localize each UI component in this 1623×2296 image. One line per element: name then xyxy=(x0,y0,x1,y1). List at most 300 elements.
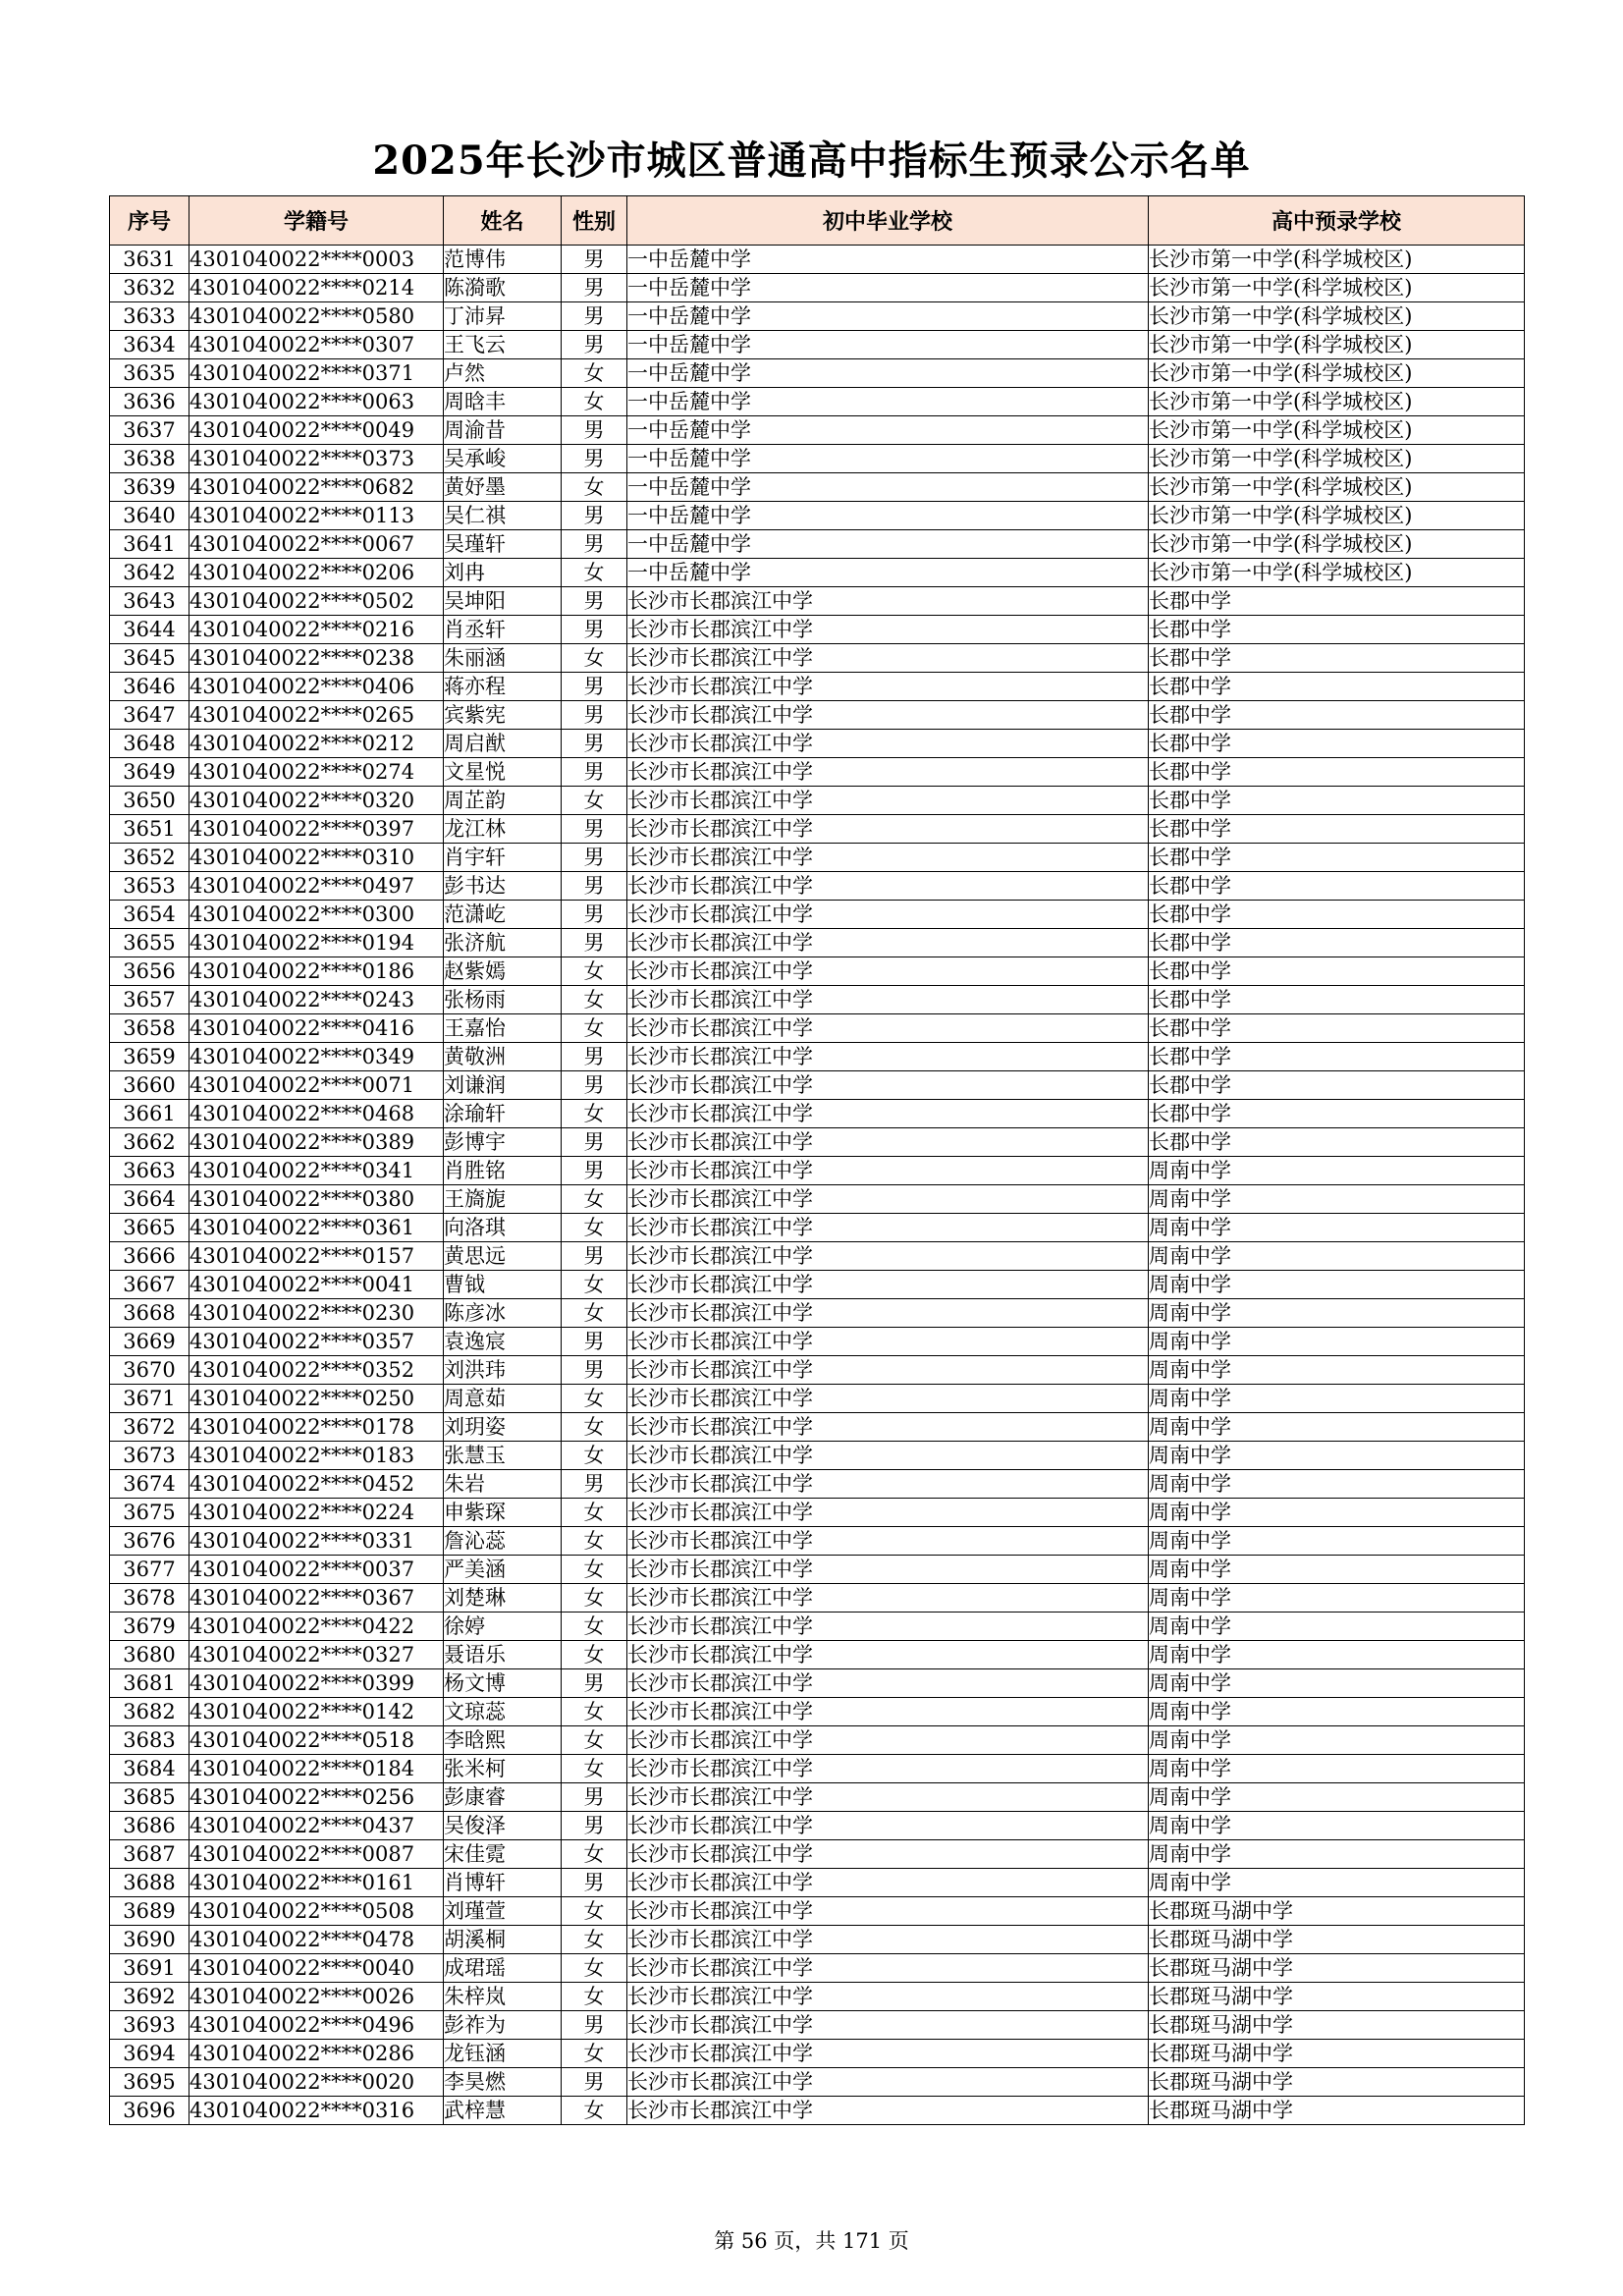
cell-high-school: 周南中学 xyxy=(1149,1385,1525,1413)
cell-middle-school: 长沙市长郡滨江中学 xyxy=(627,587,1149,616)
cell-seq: 3661 xyxy=(110,1100,189,1128)
cell-seq: 3669 xyxy=(110,1328,189,1356)
cell-gender: 男 xyxy=(562,445,627,473)
cell-middle-school: 长沙市长郡滨江中学 xyxy=(627,1840,1149,1869)
cell-name: 李晗熙 xyxy=(444,1726,562,1755)
cell-gender: 女 xyxy=(562,1954,627,1983)
cell-middle-school: 一中岳麓中学 xyxy=(627,246,1149,274)
cell-middle-school: 长沙市长郡滨江中学 xyxy=(627,1669,1149,1698)
cell-high-school: 长郡中学 xyxy=(1149,844,1525,872)
cell-name: 赵紫嫣 xyxy=(444,957,562,986)
cell-name: 徐婷 xyxy=(444,1613,562,1641)
page-footer: 第 56 页，共 171 页 xyxy=(714,2229,909,2253)
cell-student-id: 4301040022****0250 xyxy=(189,1385,444,1413)
cell-gender: 男 xyxy=(562,246,627,274)
cell-high-school: 周南中学 xyxy=(1149,1869,1525,1897)
cell-gender: 男 xyxy=(562,416,627,445)
cell-middle-school: 长沙市长郡滨江中学 xyxy=(627,1641,1149,1669)
cell-high-school: 长郡中学 xyxy=(1149,1100,1525,1128)
cell-seq: 3651 xyxy=(110,815,189,844)
cell-gender: 女 xyxy=(562,1385,627,1413)
cell-middle-school: 长沙市长郡滨江中学 xyxy=(627,1499,1149,1527)
cell-seq: 3642 xyxy=(110,559,189,587)
cell-gender: 男 xyxy=(562,701,627,730)
cell-name: 王旖旎 xyxy=(444,1185,562,1214)
admission-table xyxy=(109,195,1525,2125)
cell-high-school: 长郡中学 xyxy=(1149,730,1525,758)
cell-student-id: 4301040022****0452 xyxy=(189,1470,444,1499)
cell-high-school: 长沙市第一中学(科学城校区) xyxy=(1149,416,1525,445)
table-row xyxy=(110,2097,1525,2125)
cell-high-school: 长郡中学 xyxy=(1149,701,1525,730)
cell-student-id: 4301040022****0416 xyxy=(189,1014,444,1043)
table-row xyxy=(110,1328,1525,1356)
cell-student-id: 4301040022****0682 xyxy=(189,473,444,502)
cell-name: 朱岩 xyxy=(444,1470,562,1499)
cell-student-id: 4301040022****0357 xyxy=(189,1328,444,1356)
cell-gender: 女 xyxy=(562,1983,627,2011)
cell-gender: 男 xyxy=(562,844,627,872)
cell-high-school: 周南中学 xyxy=(1149,1527,1525,1556)
cell-name: 申紫琛 xyxy=(444,1499,562,1527)
cell-student-id: 4301040022****0186 xyxy=(189,957,444,986)
cell-student-id: 4301040022****0049 xyxy=(189,416,444,445)
table-row xyxy=(110,1185,1525,1214)
cell-middle-school: 长沙市长郡滨江中学 xyxy=(627,787,1149,815)
cell-name: 范博伟 xyxy=(444,246,562,274)
cell-name: 陈彦冰 xyxy=(444,1299,562,1328)
cell-seq: 3659 xyxy=(110,1043,189,1071)
cell-name: 朱丽涵 xyxy=(444,644,562,673)
table-row xyxy=(110,1698,1525,1726)
cell-student-id: 4301040022****0183 xyxy=(189,1442,444,1470)
cell-middle-school: 一中岳麓中学 xyxy=(627,359,1149,388)
cell-name: 周芷韵 xyxy=(444,787,562,815)
cell-middle-school: 长沙市长郡滨江中学 xyxy=(627,1584,1149,1613)
table-row xyxy=(110,1954,1525,1983)
cell-name: 吴俊泽 xyxy=(444,1812,562,1840)
cell-seq: 3680 xyxy=(110,1641,189,1669)
cell-student-id: 4301040022****0497 xyxy=(189,872,444,901)
cell-student-id: 4301040022****0040 xyxy=(189,1954,444,1983)
cell-high-school: 长郡中学 xyxy=(1149,644,1525,673)
cell-seq: 3676 xyxy=(110,1527,189,1556)
cell-name: 刘玥姿 xyxy=(444,1413,562,1442)
table-row xyxy=(110,2040,1525,2068)
cell-name: 周渝昔 xyxy=(444,416,562,445)
cell-gender: 男 xyxy=(562,1328,627,1356)
table-row xyxy=(110,274,1525,302)
table-row xyxy=(110,1983,1525,2011)
cell-high-school: 长郡斑马湖中学 xyxy=(1149,2097,1525,2125)
cell-seq: 3631 xyxy=(110,246,189,274)
table-row xyxy=(110,1669,1525,1698)
cell-high-school: 长沙市第一中学(科学城校区) xyxy=(1149,473,1525,502)
cell-gender: 女 xyxy=(562,473,627,502)
cell-middle-school: 长沙市长郡滨江中学 xyxy=(627,1271,1149,1299)
table-row xyxy=(110,1869,1525,1897)
cell-gender: 男 xyxy=(562,1869,627,1897)
cell-middle-school: 长沙市长郡滨江中学 xyxy=(627,1128,1149,1157)
cell-high-school: 周南中学 xyxy=(1149,1356,1525,1385)
cell-middle-school: 长沙市长郡滨江中学 xyxy=(627,1299,1149,1328)
cell-high-school: 长沙市第一中学(科学城校区) xyxy=(1149,559,1525,587)
cell-student-id: 4301040022****0206 xyxy=(189,559,444,587)
cell-seq: 3666 xyxy=(110,1242,189,1271)
cell-seq: 3670 xyxy=(110,1356,189,1385)
cell-high-school: 长郡中学 xyxy=(1149,929,1525,957)
cell-name: 彭祚为 xyxy=(444,2011,562,2040)
cell-middle-school: 长沙市长郡滨江中学 xyxy=(627,1157,1149,1185)
cell-student-id: 4301040022****0214 xyxy=(189,274,444,302)
cell-name: 周启猷 xyxy=(444,730,562,758)
cell-seq: 3672 xyxy=(110,1413,189,1442)
cell-gender: 男 xyxy=(562,1128,627,1157)
cell-gender: 女 xyxy=(562,1527,627,1556)
cell-name: 朱梓岚 xyxy=(444,1983,562,2011)
cell-student-id: 4301040022****0373 xyxy=(189,445,444,473)
table-row xyxy=(110,1726,1525,1755)
cell-seq: 3641 xyxy=(110,530,189,559)
cell-seq: 3682 xyxy=(110,1698,189,1726)
cell-middle-school: 长沙市长郡滨江中学 xyxy=(627,1470,1149,1499)
cell-gender: 女 xyxy=(562,1185,627,1214)
cell-high-school: 长郡中学 xyxy=(1149,1014,1525,1043)
cell-seq: 3667 xyxy=(110,1271,189,1299)
cell-gender: 女 xyxy=(562,388,627,416)
cell-gender: 男 xyxy=(562,1669,627,1698)
cell-gender: 男 xyxy=(562,587,627,616)
cell-student-id: 4301040022****0310 xyxy=(189,844,444,872)
cell-middle-school: 长沙市长郡滨江中学 xyxy=(627,2097,1149,2125)
cell-middle-school: 长沙市长郡滨江中学 xyxy=(627,901,1149,929)
table-row xyxy=(110,587,1525,616)
cell-seq: 3662 xyxy=(110,1128,189,1157)
cell-high-school: 长沙市第一中学(科学城校区) xyxy=(1149,530,1525,559)
cell-high-school: 周南中学 xyxy=(1149,1613,1525,1641)
cell-name: 肖博轩 xyxy=(444,1869,562,1897)
cell-middle-school: 长沙市长郡滨江中学 xyxy=(627,1356,1149,1385)
cell-gender: 女 xyxy=(562,359,627,388)
cell-seq: 3691 xyxy=(110,1954,189,1983)
cell-name: 陈漪歌 xyxy=(444,274,562,302)
cell-gender: 男 xyxy=(562,1470,627,1499)
cell-seq: 3633 xyxy=(110,302,189,331)
cell-gender: 男 xyxy=(562,758,627,787)
cell-high-school: 长郡斑马湖中学 xyxy=(1149,2068,1525,2097)
cell-high-school: 长郡中学 xyxy=(1149,815,1525,844)
cell-seq: 3638 xyxy=(110,445,189,473)
cell-gender: 女 xyxy=(562,1726,627,1755)
table-row xyxy=(110,901,1525,929)
cell-middle-school: 长沙市长郡滨江中学 xyxy=(627,1954,1149,1983)
table-row xyxy=(110,1613,1525,1641)
cell-high-school: 长郡中学 xyxy=(1149,901,1525,929)
cell-gender: 男 xyxy=(562,872,627,901)
cell-middle-school: 长沙市长郡滨江中学 xyxy=(627,1014,1149,1043)
cell-student-id: 4301040022****0265 xyxy=(189,701,444,730)
cell-student-id: 4301040022****0113 xyxy=(189,502,444,530)
table-row xyxy=(110,1214,1525,1242)
cell-seq: 3643 xyxy=(110,587,189,616)
cell-gender: 男 xyxy=(562,502,627,530)
cell-name: 聂语乐 xyxy=(444,1641,562,1669)
cell-student-id: 4301040022****0399 xyxy=(189,1669,444,1698)
cell-middle-school: 长沙市长郡滨江中学 xyxy=(627,1812,1149,1840)
cell-middle-school: 长沙市长郡滨江中学 xyxy=(627,644,1149,673)
cell-high-school: 长郡斑马湖中学 xyxy=(1149,1983,1525,2011)
cell-middle-school: 长沙市长郡滨江中学 xyxy=(627,1869,1149,1897)
table-row xyxy=(110,1556,1525,1584)
cell-student-id: 4301040022****0243 xyxy=(189,986,444,1014)
cell-gender: 男 xyxy=(562,901,627,929)
cell-high-school: 长郡斑马湖中学 xyxy=(1149,1954,1525,1983)
cell-middle-school: 长沙市长郡滨江中学 xyxy=(627,1556,1149,1584)
cell-seq: 3656 xyxy=(110,957,189,986)
cell-gender: 女 xyxy=(562,1271,627,1299)
cell-student-id: 4301040022****0371 xyxy=(189,359,444,388)
table-row xyxy=(110,701,1525,730)
cell-gender: 女 xyxy=(562,1100,627,1128)
table-row xyxy=(110,1755,1525,1783)
cell-middle-school: 长沙市长郡滨江中学 xyxy=(627,1926,1149,1954)
cell-high-school: 周南中学 xyxy=(1149,1157,1525,1185)
cell-name: 王飞云 xyxy=(444,331,562,359)
cell-high-school: 周南中学 xyxy=(1149,1442,1525,1470)
cell-student-id: 4301040022****0224 xyxy=(189,1499,444,1527)
cell-high-school: 周南中学 xyxy=(1149,1499,1525,1527)
cell-name: 吴仁祺 xyxy=(444,502,562,530)
cell-middle-school: 长沙市长郡滨江中学 xyxy=(627,1983,1149,2011)
cell-name: 王嘉怡 xyxy=(444,1014,562,1043)
cell-student-id: 4301040022****0361 xyxy=(189,1214,444,1242)
table-row xyxy=(110,1926,1525,1954)
table-row xyxy=(110,1356,1525,1385)
cell-seq: 3695 xyxy=(110,2068,189,2097)
cell-gender: 男 xyxy=(562,331,627,359)
cell-high-school: 长沙市第一中学(科学城校区) xyxy=(1149,302,1525,331)
header-seq: 序号 xyxy=(110,196,189,246)
table-row xyxy=(110,1812,1525,1840)
cell-middle-school: 长沙市长郡滨江中学 xyxy=(627,1242,1149,1271)
cell-high-school: 周南中学 xyxy=(1149,1271,1525,1299)
table-row xyxy=(110,1584,1525,1613)
cell-high-school: 长沙市第一中学(科学城校区) xyxy=(1149,502,1525,530)
cell-high-school: 周南中学 xyxy=(1149,1812,1525,1840)
header-gender: 性别 xyxy=(562,196,627,246)
cell-high-school: 长郡中学 xyxy=(1149,872,1525,901)
cell-high-school: 周南中学 xyxy=(1149,1755,1525,1783)
cell-name: 龙江林 xyxy=(444,815,562,844)
cell-student-id: 4301040022****0157 xyxy=(189,1242,444,1271)
cell-student-id: 4301040022****0238 xyxy=(189,644,444,673)
cell-name: 向洛琪 xyxy=(444,1214,562,1242)
cell-high-school: 长郡中学 xyxy=(1149,673,1525,701)
cell-middle-school: 长沙市长郡滨江中学 xyxy=(627,1783,1149,1812)
cell-middle-school: 长沙市长郡滨江中学 xyxy=(627,1755,1149,1783)
cell-seq: 3685 xyxy=(110,1783,189,1812)
cell-middle-school: 长沙市长郡滨江中学 xyxy=(627,1385,1149,1413)
cell-student-id: 4301040022****0161 xyxy=(189,1869,444,1897)
cell-high-school: 周南中学 xyxy=(1149,1328,1525,1356)
cell-name: 张慧玉 xyxy=(444,1442,562,1470)
cell-student-id: 4301040022****0437 xyxy=(189,1812,444,1840)
cell-student-id: 4301040022****0020 xyxy=(189,2068,444,2097)
cell-name: 张济航 xyxy=(444,929,562,957)
table-row xyxy=(110,1385,1525,1413)
table-row xyxy=(110,986,1525,1014)
cell-student-id: 4301040022****0422 xyxy=(189,1613,444,1641)
cell-middle-school: 长沙市长郡滨江中学 xyxy=(627,1043,1149,1071)
cell-seq: 3679 xyxy=(110,1613,189,1641)
cell-seq: 3647 xyxy=(110,701,189,730)
cell-gender: 男 xyxy=(562,1812,627,1840)
cell-gender: 女 xyxy=(562,1214,627,1242)
table-row xyxy=(110,302,1525,331)
cell-gender: 男 xyxy=(562,616,627,644)
table-row xyxy=(110,844,1525,872)
cell-seq: 3692 xyxy=(110,1983,189,2011)
cell-high-school: 周南中学 xyxy=(1149,1584,1525,1613)
cell-name: 刘楚琳 xyxy=(444,1584,562,1613)
cell-middle-school: 一中岳麓中学 xyxy=(627,274,1149,302)
cell-student-id: 4301040022****0320 xyxy=(189,787,444,815)
cell-seq: 3634 xyxy=(110,331,189,359)
table-row xyxy=(110,2011,1525,2040)
cell-name: 黄妤墨 xyxy=(444,473,562,502)
table-row xyxy=(110,616,1525,644)
cell-gender: 女 xyxy=(562,787,627,815)
cell-high-school: 长郡中学 xyxy=(1149,1043,1525,1071)
cell-high-school: 长郡斑马湖中学 xyxy=(1149,1926,1525,1954)
cell-name: 宾紫宪 xyxy=(444,701,562,730)
cell-seq: 3644 xyxy=(110,616,189,644)
cell-high-school: 周南中学 xyxy=(1149,1840,1525,1869)
table-header-row xyxy=(110,196,1525,246)
cell-high-school: 长郡斑马湖中学 xyxy=(1149,2040,1525,2068)
header-middle-school: 初中毕业学校 xyxy=(627,196,1149,246)
cell-gender: 女 xyxy=(562,1584,627,1613)
cell-student-id: 4301040022****0286 xyxy=(189,2040,444,2068)
cell-middle-school: 长沙市长郡滨江中学 xyxy=(627,929,1149,957)
cell-middle-school: 长沙市长郡滨江中学 xyxy=(627,957,1149,986)
cell-student-id: 4301040022****0389 xyxy=(189,1128,444,1157)
cell-name: 张米柯 xyxy=(444,1755,562,1783)
cell-student-id: 4301040022****0178 xyxy=(189,1413,444,1442)
cell-name: 杨文博 xyxy=(444,1669,562,1698)
cell-student-id: 4301040022****0380 xyxy=(189,1185,444,1214)
cell-seq: 3681 xyxy=(110,1669,189,1698)
cell-name: 曹钺 xyxy=(444,1271,562,1299)
table-row xyxy=(110,787,1525,815)
cell-middle-school: 长沙市长郡滨江中学 xyxy=(627,986,1149,1014)
cell-middle-school: 一中岳麓中学 xyxy=(627,302,1149,331)
cell-seq: 3690 xyxy=(110,1926,189,1954)
cell-name: 文琼蕊 xyxy=(444,1698,562,1726)
cell-high-school: 周南中学 xyxy=(1149,1783,1525,1812)
cell-name: 成珺瑶 xyxy=(444,1954,562,1983)
cell-student-id: 4301040022****0307 xyxy=(189,331,444,359)
cell-student-id: 4301040022****0003 xyxy=(189,246,444,274)
cell-seq: 3639 xyxy=(110,473,189,502)
table-row xyxy=(110,929,1525,957)
cell-middle-school: 长沙市长郡滨江中学 xyxy=(627,1185,1149,1214)
cell-gender: 女 xyxy=(562,2097,627,2125)
cell-gender: 女 xyxy=(562,1014,627,1043)
cell-name: 刘谦润 xyxy=(444,1071,562,1100)
cell-seq: 3658 xyxy=(110,1014,189,1043)
cell-student-id: 4301040022****0508 xyxy=(189,1897,444,1926)
cell-high-school: 长沙市第一中学(科学城校区) xyxy=(1149,246,1525,274)
cell-student-id: 4301040022****0026 xyxy=(189,1983,444,2011)
cell-student-id: 4301040022****0041 xyxy=(189,1271,444,1299)
cell-name: 文星悦 xyxy=(444,758,562,787)
cell-student-id: 4301040022****0349 xyxy=(189,1043,444,1071)
cell-name: 黄思远 xyxy=(444,1242,562,1271)
cell-student-id: 4301040022****0212 xyxy=(189,730,444,758)
cell-seq: 3653 xyxy=(110,872,189,901)
cell-name: 严美涵 xyxy=(444,1556,562,1584)
cell-name: 彭康睿 xyxy=(444,1783,562,1812)
cell-middle-school: 长沙市长郡滨江中学 xyxy=(627,1698,1149,1726)
cell-name: 彭书达 xyxy=(444,872,562,901)
cell-student-id: 4301040022****0067 xyxy=(189,530,444,559)
cell-seq: 3696 xyxy=(110,2097,189,2125)
table-row xyxy=(110,1641,1525,1669)
cell-middle-school: 长沙市长郡滨江中学 xyxy=(627,1527,1149,1556)
cell-gender: 男 xyxy=(562,730,627,758)
cell-middle-school: 长沙市长郡滨江中学 xyxy=(627,1071,1149,1100)
cell-high-school: 周南中学 xyxy=(1149,1556,1525,1584)
cell-high-school: 长郡中学 xyxy=(1149,1128,1525,1157)
cell-student-id: 4301040022****0327 xyxy=(189,1641,444,1669)
cell-gender: 男 xyxy=(562,1783,627,1812)
cell-gender: 女 xyxy=(562,1926,627,1954)
cell-seq: 3686 xyxy=(110,1812,189,1840)
table-row xyxy=(110,1271,1525,1299)
cell-seq: 3649 xyxy=(110,758,189,787)
cell-name: 黄敬洲 xyxy=(444,1043,562,1071)
cell-student-id: 4301040022****0087 xyxy=(189,1840,444,1869)
cell-high-school: 周南中学 xyxy=(1149,1470,1525,1499)
cell-student-id: 4301040022****0194 xyxy=(189,929,444,957)
cell-high-school: 长郡中学 xyxy=(1149,616,1525,644)
cell-seq: 3688 xyxy=(110,1869,189,1897)
cell-student-id: 4301040022****0331 xyxy=(189,1527,444,1556)
table-row xyxy=(110,559,1525,587)
cell-gender: 男 xyxy=(562,1043,627,1071)
cell-high-school: 周南中学 xyxy=(1149,1413,1525,1442)
cell-seq: 3675 xyxy=(110,1499,189,1527)
cell-middle-school: 长沙市长郡滨江中学 xyxy=(627,701,1149,730)
table-row xyxy=(110,1157,1525,1185)
table-row xyxy=(110,1299,1525,1328)
cell-middle-school: 长沙市长郡滨江中学 xyxy=(627,1413,1149,1442)
cell-middle-school: 长沙市长郡滨江中学 xyxy=(627,1897,1149,1926)
cell-high-school: 长沙市第一中学(科学城校区) xyxy=(1149,331,1525,359)
cell-seq: 3645 xyxy=(110,644,189,673)
cell-middle-school: 长沙市长郡滨江中学 xyxy=(627,1214,1149,1242)
table-row xyxy=(110,2068,1525,2097)
cell-middle-school: 一中岳麓中学 xyxy=(627,473,1149,502)
cell-student-id: 4301040022****0256 xyxy=(189,1783,444,1812)
cell-high-school: 长郡中学 xyxy=(1149,758,1525,787)
cell-middle-school: 长沙市长郡滨江中学 xyxy=(627,2040,1149,2068)
cell-high-school: 周南中学 xyxy=(1149,1185,1525,1214)
cell-seq: 3663 xyxy=(110,1157,189,1185)
cell-middle-school: 一中岳麓中学 xyxy=(627,388,1149,416)
table-row xyxy=(110,1100,1525,1128)
